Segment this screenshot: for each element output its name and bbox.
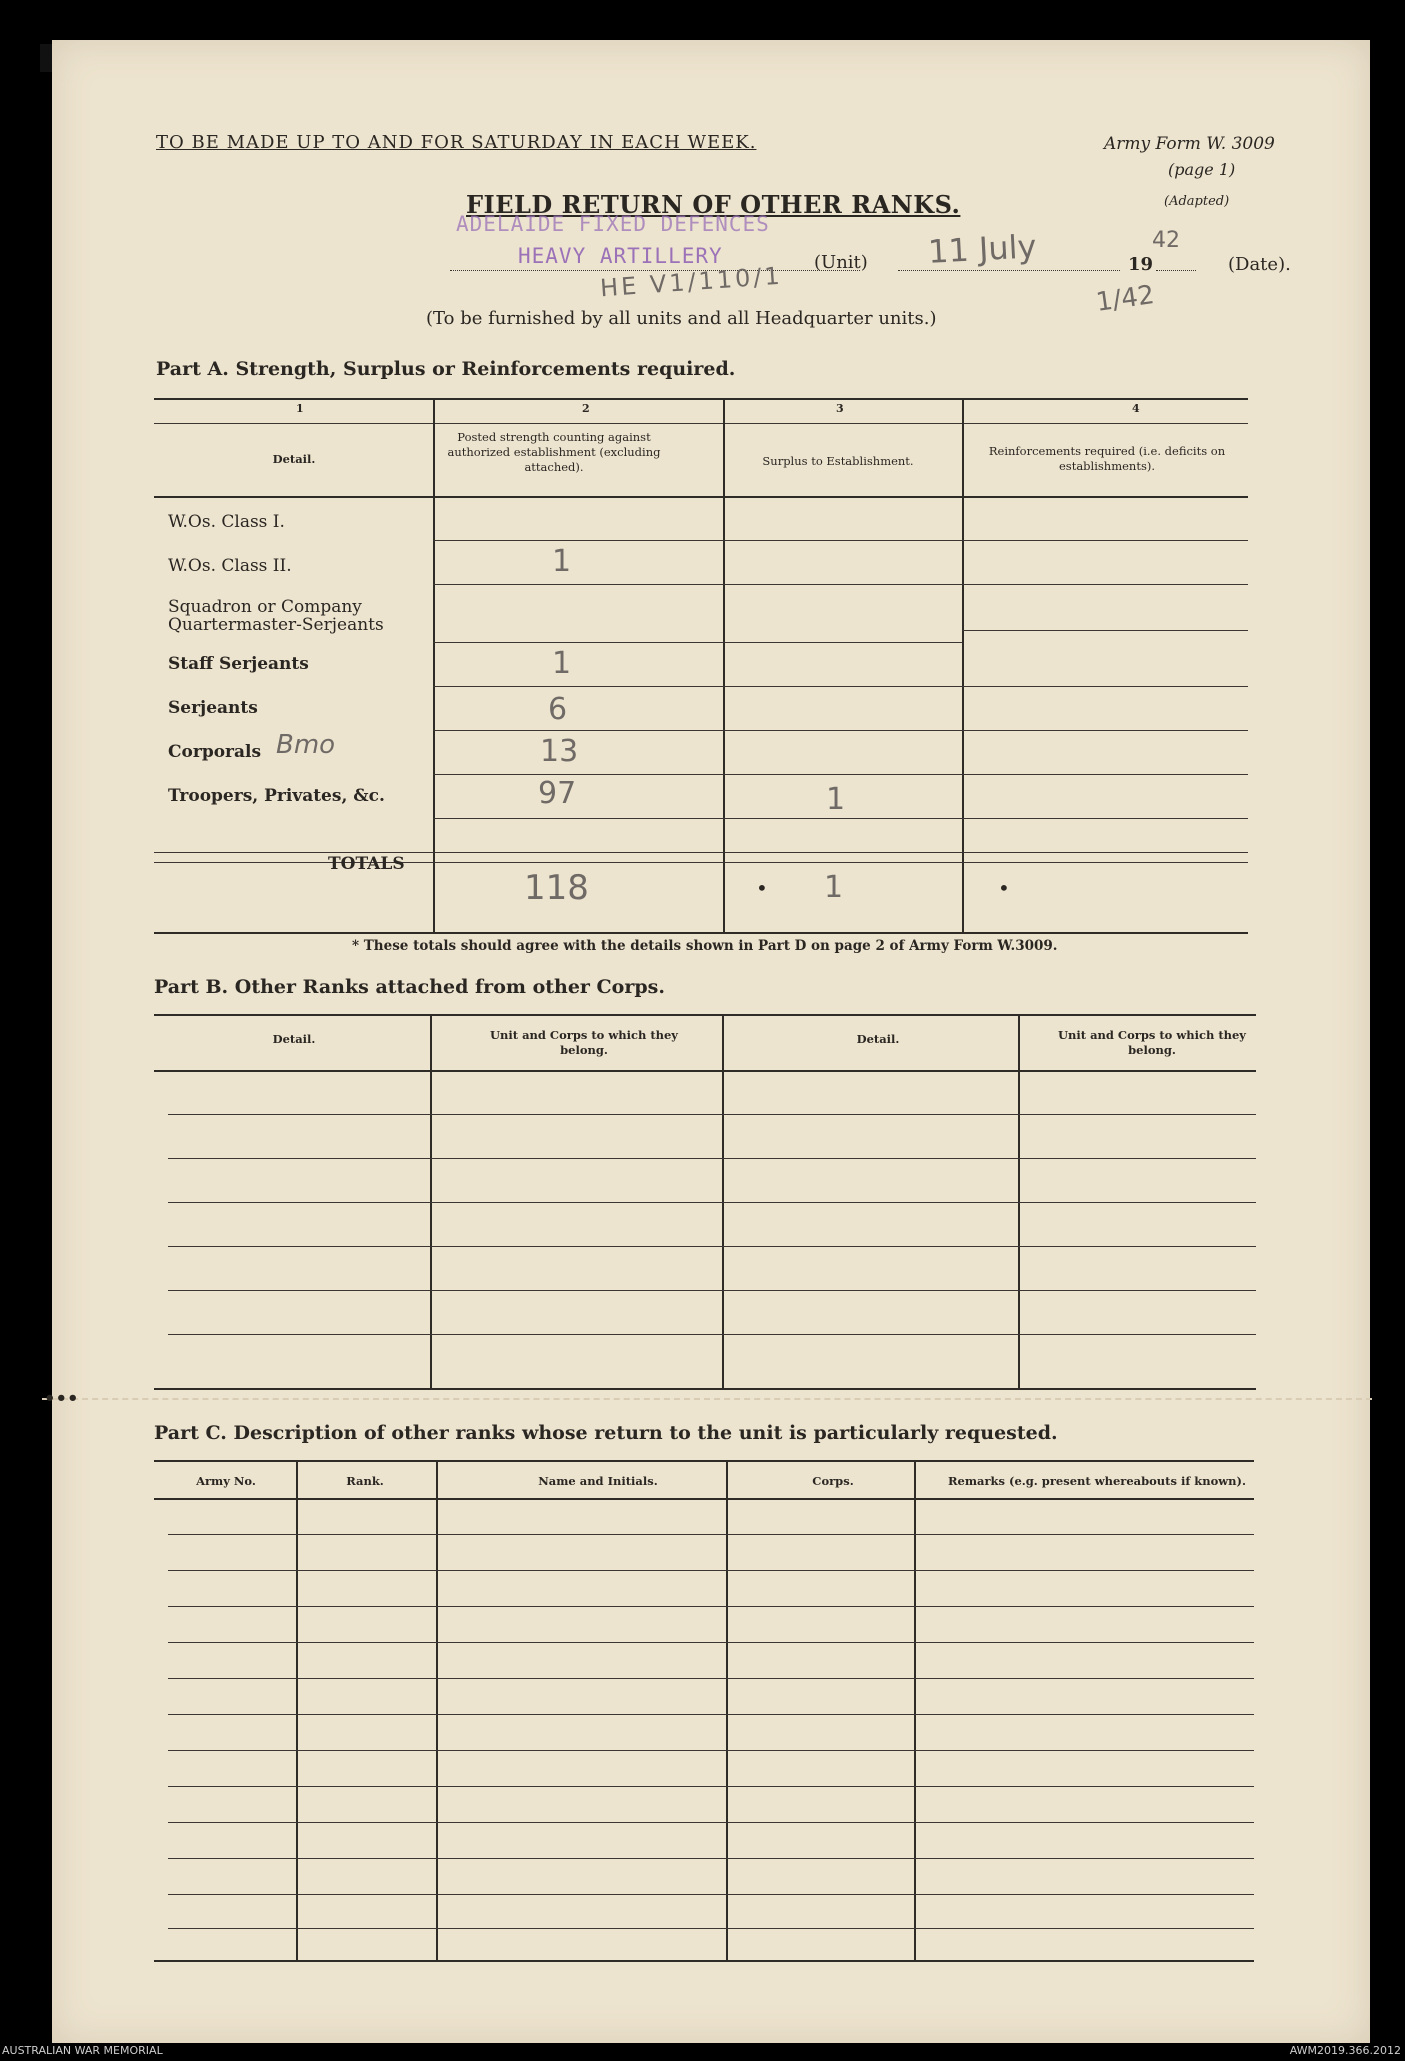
- part-b-col-detail-1: Detail.: [272, 1032, 316, 1046]
- row-label-cqms: Squadron or Company Quartermaster-Serjeants: [168, 597, 384, 635]
- part-c-col-rank: Rank.: [346, 1474, 384, 1488]
- col-header-detail: Detail.: [272, 452, 316, 466]
- handwritten-unit-ref: HE V1/110/1: [599, 261, 784, 303]
- totals-surplus: 1: [824, 870, 844, 905]
- row-label-serjeants: Serjeants: [168, 698, 258, 718]
- furnished-note: (To be furnished by all units and all Headquarter units.): [426, 308, 937, 329]
- form-title: FIELD RETURN OF OTHER RANKS.: [466, 190, 961, 219]
- unit-label: (Unit): [814, 252, 868, 273]
- row-label-staff-serjeants: Staff Serjeants: [168, 654, 309, 674]
- unit-stamp-line-1: ADELAIDE FIXED DEFENCES: [456, 212, 770, 236]
- totals-label: TOTALS: [328, 854, 405, 874]
- totals-reinforcements-asterisk: •: [998, 876, 1010, 900]
- part-c-heading: Part C. Description of other ranks whose return to the unit is particularly requested.: [154, 1422, 1058, 1444]
- strength-serjeants: 6: [548, 692, 568, 727]
- corporals-handwritten-note: Bmo: [276, 730, 336, 760]
- col-number-2: 2: [582, 402, 590, 415]
- row-label-wo-class-1: W.Os. Class I.: [168, 512, 285, 532]
- part-c-col-army-no: Army No.: [196, 1474, 256, 1488]
- form-page-number: (page 1): [1168, 160, 1236, 179]
- part-b-heading: Part B. Other Ranks attached from other Corps.: [154, 976, 665, 998]
- part-a-heading: Part A. Strength, Surplus or Reinforcements required.: [156, 358, 736, 380]
- col-number-3: 3: [836, 402, 844, 415]
- part-b-col-unit-corps-2: Unit and Corps to which they belong.: [1058, 1028, 1246, 1057]
- part-a-footnote: * These totals should agree with the details shown in Part D on page 2 of Army Form W.3009.: [352, 938, 1058, 954]
- handwritten-date: 11 July: [927, 227, 1038, 271]
- col-number-4: 4: [1132, 402, 1140, 415]
- col-header-posted-strength: Posted strength counting against authorized establishment (excluding attached).: [447, 430, 661, 474]
- part-c-col-corps: Corps.: [812, 1474, 854, 1488]
- strength-corporals: 13: [540, 734, 579, 769]
- row-label-troopers: Troopers, Privates, &c.: [168, 786, 385, 806]
- col-header-reinforcements: Reinforcements required (i.e. deficits on establishments).: [988, 444, 1226, 473]
- fold-dots: •••: [44, 1388, 79, 1409]
- footer-credit: AUSTRALIAN WAR MEMORIAL: [2, 2044, 163, 2057]
- form-id: Army Form W. 3009: [1104, 134, 1275, 154]
- col-number-1: 1: [296, 402, 304, 415]
- totals-strength: 118: [524, 868, 589, 908]
- surplus-troopers: 1: [826, 782, 846, 817]
- strength-staff-serjeants: 1: [552, 646, 572, 681]
- handwritten-ref-number: 1/42: [1094, 280, 1157, 318]
- part-c-col-remarks: Remarks (e.g. present whereabouts if known).: [948, 1474, 1246, 1488]
- year-prefix: 19: [1128, 254, 1154, 275]
- handwritten-year: 42: [1152, 228, 1180, 253]
- unit-stamp-line-2: HEAVY ARTILLERY: [518, 244, 723, 268]
- part-b-col-unit-corps-1: Unit and Corps to which they belong.: [490, 1028, 678, 1057]
- part-b-col-detail-2: Detail.: [856, 1032, 900, 1046]
- date-label: (Date).: [1228, 254, 1291, 275]
- instruction-line: TO BE MADE UP TO AND FOR SATURDAY IN EACH WEEK.: [156, 132, 757, 153]
- row-label-corporals: Corporals: [168, 742, 262, 762]
- footer-accession-number: AWM2019.366.2012: [1289, 2044, 1401, 2057]
- strength-troopers: 97: [538, 776, 577, 811]
- row-label-wo-class-2: W.Os. Class II.: [168, 556, 292, 576]
- form-adapted: (Adapted): [1164, 194, 1230, 209]
- form-page: [44, 40, 1370, 2043]
- part-c-col-name-initials: Name and Initials.: [538, 1474, 658, 1488]
- fold-perforation: [42, 1398, 1372, 1400]
- col-header-surplus: Surplus to Establishment.: [762, 454, 914, 468]
- totals-surplus-asterisk: •: [756, 876, 768, 900]
- strength-wo-class-2: 1: [552, 544, 572, 579]
